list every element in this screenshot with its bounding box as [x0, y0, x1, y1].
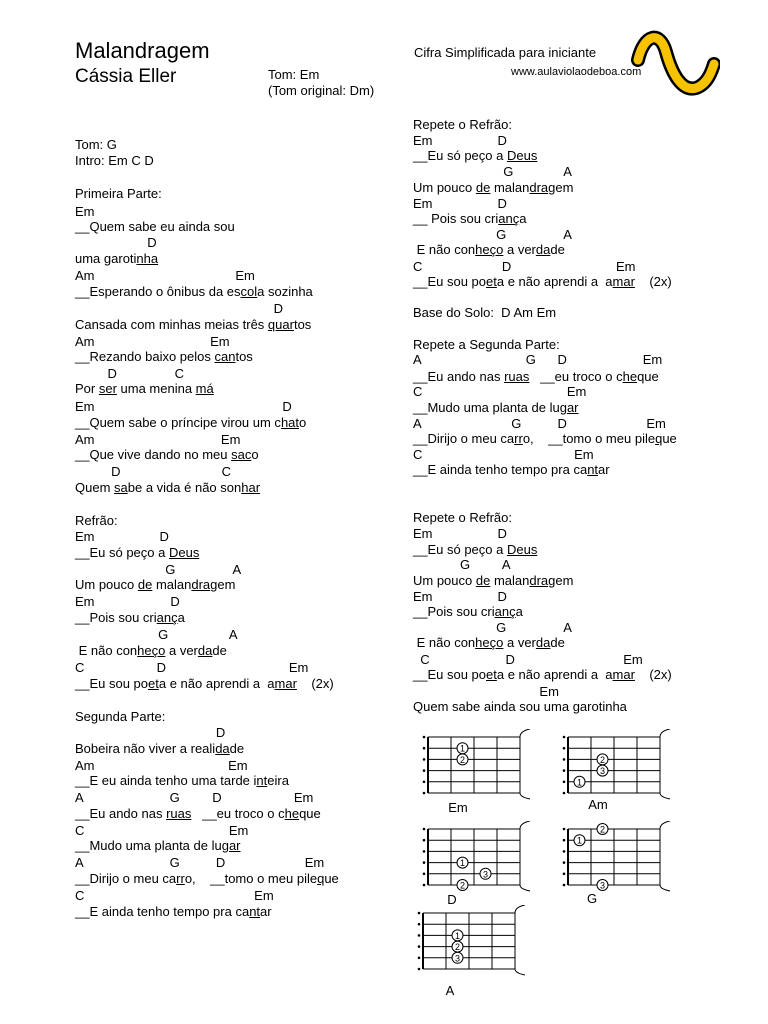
- lyric-line: A G D Em: [75, 855, 325, 870]
- lyric-line: __Eu sou poeta e não aprendi a amar (2x): [75, 676, 334, 691]
- lyric-line: Am Em: [75, 758, 248, 773]
- lyric-line: Segunda Parte:: [75, 709, 166, 724]
- svg-text:2: 2: [454, 942, 461, 953]
- lyric-line: __Quem sabe o príncipe virou um chato: [75, 415, 307, 430]
- lyric-line: C D Em: [75, 660, 309, 675]
- lyric-line: E não conheço a verdade: [413, 635, 565, 650]
- lyric-line: Em: [413, 684, 559, 699]
- svg-text:2: 2: [459, 880, 466, 891]
- lyric-line: E não conheço a verdade: [75, 643, 227, 658]
- lyric-line: Cansada com minhas meias três quartos: [75, 317, 312, 332]
- svg-text:2: 2: [599, 824, 606, 835]
- finger-marker: [597, 765, 608, 776]
- lyric-line: Quem sabe a vida é não sonhar: [75, 480, 261, 495]
- lyric-line: __Pois sou criança: [75, 610, 185, 625]
- chord-diagram-d: [420, 821, 542, 897]
- finger-marker: [457, 743, 468, 754]
- artist-name: Cássia Eller: [75, 66, 177, 87]
- lyric-line: A G D Em: [413, 416, 666, 431]
- chord-name-label: A: [445, 983, 455, 998]
- lyric-line: C Em: [75, 823, 249, 838]
- finger-marker: [597, 880, 608, 891]
- lyric-line: D C: [75, 366, 185, 381]
- finger-marker: [457, 857, 468, 868]
- lyric-line: G A: [413, 620, 572, 635]
- chord-name-label: D: [447, 892, 457, 907]
- lyric-line: G A: [413, 164, 572, 179]
- finger-marker: [452, 952, 463, 963]
- lyric-line: __Rezando baixo pelos cantos: [75, 349, 253, 364]
- svg-text:3: 3: [599, 766, 606, 777]
- finger-marker: [452, 941, 463, 952]
- lyric-line: Repete o Refrão:: [413, 510, 513, 525]
- lyric-line: Am Em: [75, 432, 241, 447]
- lyric-line: Em D: [413, 196, 507, 211]
- finger-marker: [597, 824, 608, 835]
- lyric-line: Um pouco de malandragem: [75, 577, 236, 592]
- lyric-line: Am Em: [75, 268, 255, 283]
- finger-marker: [457, 880, 468, 891]
- svg-text:1: 1: [459, 743, 466, 754]
- lyric-line: Tom: G: [75, 137, 117, 152]
- lyric-line: C Em: [413, 384, 587, 399]
- lyric-line: A G D Em: [75, 790, 314, 805]
- chord-name-label: G: [586, 891, 598, 906]
- wave-logo-icon: [630, 22, 720, 102]
- lyric-line: Repete o Refrão:: [413, 117, 513, 132]
- lyric-line: Em D: [75, 399, 292, 414]
- header-subtitle: Cifra Simplificada para iniciante: [414, 45, 597, 60]
- lyric-line: __Eu ando nas ruas __eu troco o cheque: [75, 806, 321, 821]
- lyric-line: Primeira Parte:: [75, 186, 162, 201]
- chord-name-label: Em: [448, 800, 468, 815]
- lyric-line: __Mudo uma planta de lugar: [413, 400, 579, 415]
- lyric-line: __Eu só peço a Deus: [75, 545, 200, 560]
- lyric-line: Em D: [75, 594, 180, 609]
- lyric-line: Bobeira não viver a realidade: [75, 741, 245, 756]
- lyric-line: D: [75, 235, 157, 250]
- lyric-line: __Eu sou poeta e não aprendi a amar (2x): [413, 274, 672, 289]
- finger-marker: [457, 754, 468, 765]
- lyric-line: G A: [413, 227, 572, 242]
- chord-diagram-am: [560, 729, 682, 805]
- lyric-line: __Eu só peço a Deus: [413, 148, 538, 163]
- lyric-line: __E eu ainda tenho uma tarde inteira: [75, 773, 289, 788]
- lyric-line: __Eu só peço a Deus: [413, 542, 538, 557]
- lyric-line: G A: [75, 627, 238, 642]
- lyric-line: __Pois sou criança: [413, 604, 523, 619]
- lyric-line: Em D: [413, 589, 507, 604]
- chord-name-label: Am: [588, 797, 608, 812]
- lyric-line: Intro: Em C D: [75, 153, 154, 168]
- svg-text:2: 2: [459, 754, 466, 765]
- svg-text:1: 1: [576, 835, 583, 846]
- svg-text:3: 3: [599, 880, 606, 891]
- lyric-line: Um pouco de malandragem: [413, 573, 574, 588]
- finger-marker: [452, 930, 463, 941]
- lyric-line: Um pouco de malandragem: [413, 180, 574, 195]
- lyric-line: __Dirijo o meu carro, __tomo o meu pileque: [413, 431, 677, 446]
- lyric-line: __Dirijo o meu carro, __tomo o meu pileque: [75, 871, 339, 886]
- chord-diagram-a: [415, 905, 537, 981]
- lyric-line: __Eu ando nas ruas __eu troco o cheque: [413, 369, 659, 384]
- lyric-line: C Em: [75, 888, 274, 903]
- lyric-line: Por ser uma menina má: [75, 381, 214, 396]
- lyric-line: Repete a Segunda Parte:: [413, 337, 560, 352]
- lyric-line: Quem sabe ainda sou uma garotinha: [413, 699, 627, 714]
- lyric-line: __Quem sabe eu ainda sou: [75, 219, 235, 234]
- lyric-line: D: [75, 301, 284, 316]
- lyric-line: Refrão:: [75, 513, 118, 528]
- lyric-line: D C: [75, 464, 232, 479]
- lyric-line: Em: [75, 204, 95, 219]
- lyric-line: C D Em: [413, 259, 636, 274]
- lyric-line: D: [75, 725, 226, 740]
- svg-text:3: 3: [482, 869, 489, 880]
- song-title: Malandragem: [75, 38, 210, 63]
- key-label: Tom: Em: [268, 67, 320, 82]
- chord-diagram-g: [560, 821, 682, 897]
- finger-marker: [597, 754, 608, 765]
- lyric-line: C Em: [413, 447, 594, 462]
- lyric-line: __Mudo uma planta de lugar: [75, 838, 241, 853]
- lyric-line: Am Em: [75, 334, 230, 349]
- original-key-label: (Tom original: Dm): [268, 83, 375, 98]
- lyric-line: __Eu sou poeta e não aprendi a amar (2x): [413, 667, 672, 682]
- lyric-line: __E ainda tenho tempo pra cantar: [413, 462, 610, 477]
- lyric-line: C D Em: [413, 652, 643, 667]
- svg-text:3: 3: [454, 953, 461, 964]
- finger-marker: [574, 835, 585, 846]
- lyric-line: G A: [413, 557, 511, 572]
- lyric-line: G A: [75, 562, 242, 577]
- lyric-line: __E ainda tenho tempo pra cantar: [75, 904, 272, 919]
- lyric-line: E não conheço a verdade: [413, 242, 565, 257]
- lyric-line: Em D: [413, 526, 507, 541]
- lyric-line: __Que vive dando no meu saco: [75, 447, 259, 462]
- svg-text:1: 1: [459, 858, 466, 869]
- svg-text:1: 1: [576, 777, 583, 788]
- lyric-line: Em D: [75, 529, 169, 544]
- lyric-line: Base do Solo: D Am Em: [413, 305, 557, 320]
- svg-text:1: 1: [454, 930, 461, 941]
- chord-diagram-em: [420, 729, 542, 805]
- site-url: www.aulaviolaodeboa.com: [511, 66, 642, 78]
- finger-marker: [574, 776, 585, 787]
- lyric-line: uma garotinha: [75, 251, 159, 266]
- finger-marker: [480, 868, 491, 879]
- lyric-line: __ Pois sou criança: [413, 211, 527, 226]
- svg-text:2: 2: [599, 754, 606, 765]
- lyric-line: Em D: [413, 133, 507, 148]
- lyric-line: A G D Em: [413, 352, 663, 367]
- lyric-line: __Esperando o ônibus da escola sozinha: [75, 284, 313, 299]
